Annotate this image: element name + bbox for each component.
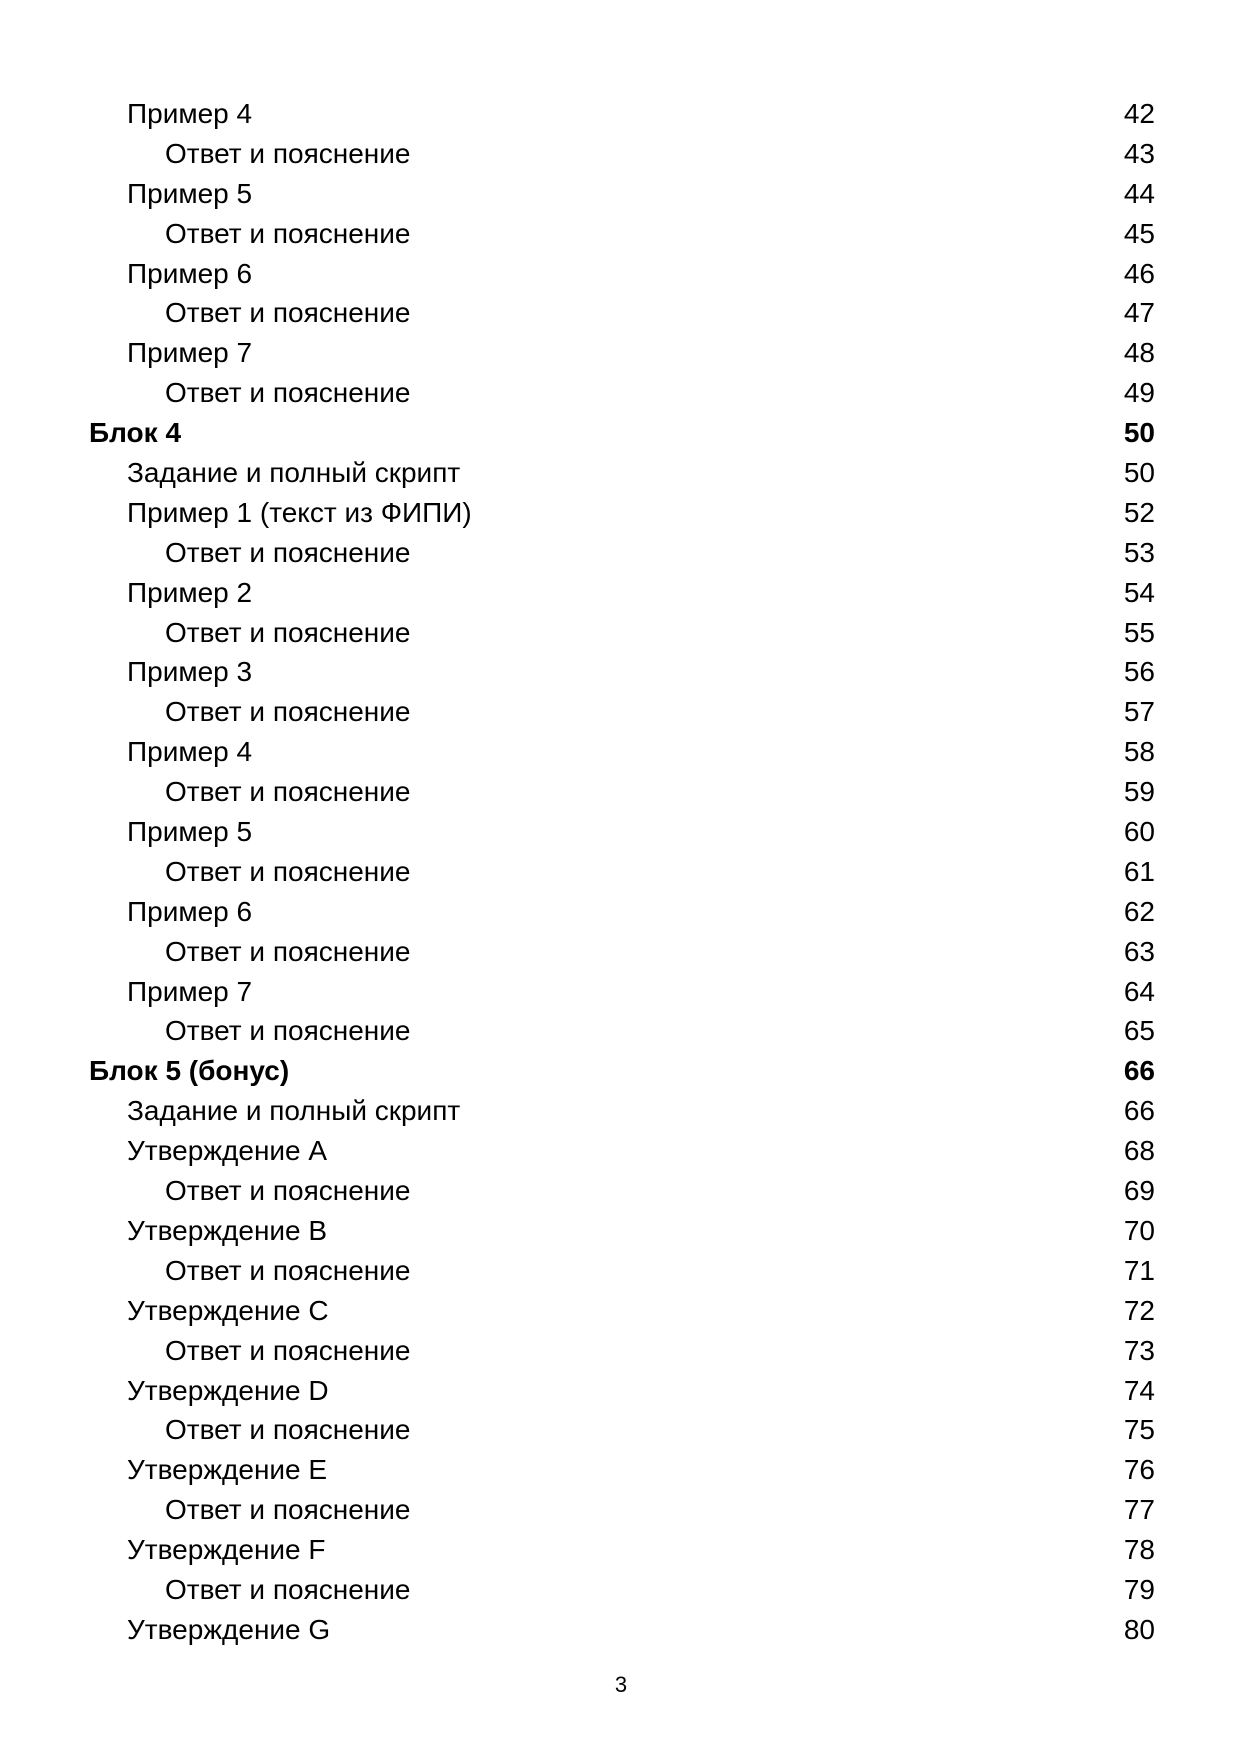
toc-entry[interactable] — [0, 732, 1242, 772]
toc-entry[interactable] — [0, 1610, 1242, 1650]
toc-subentry[interactable] — [0, 613, 1242, 653]
toc-entry-page-number: 71 — [1123, 1254, 1155, 1286]
toc-entry-title: Пример 1 (текст из ФИПИ) — [127, 496, 472, 528]
toc-entry[interactable] — [0, 812, 1242, 852]
toc-subentry[interactable] — [0, 293, 1242, 333]
toc-entry-page-number: 72 — [1123, 1294, 1155, 1326]
toc-entry[interactable] — [0, 972, 1242, 1012]
toc-entry-page-number: 68 — [1123, 1135, 1155, 1167]
toc-entry-page-number: 66 — [1123, 1055, 1155, 1087]
toc-entry-page-number: 47 — [1123, 297, 1155, 329]
toc-entry-page-number: 50 — [1123, 417, 1155, 449]
toc-entry-page-number: 64 — [1123, 975, 1155, 1007]
toc-entry-title: Блок 4 — [89, 417, 182, 449]
toc-entry-page-number: 42 — [1123, 98, 1155, 129]
toc-entry-page-number: 79 — [1123, 1573, 1155, 1605]
toc-entry-title: Пример 4 — [127, 736, 253, 768]
toc-entry[interactable] — [0, 94, 1242, 134]
toc-subentry[interactable] — [0, 692, 1242, 732]
toc-entry-page-number: 70 — [1123, 1214, 1155, 1246]
toc-entry-page-number: 56 — [1123, 656, 1155, 688]
toc-entry-title: Ответ и пояснение — [165, 297, 411, 329]
toc-entry[interactable] — [0, 254, 1242, 294]
toc-entry-title: Пример 2 — [127, 576, 253, 608]
toc-entry[interactable] — [0, 573, 1242, 613]
toc-subentry[interactable] — [0, 932, 1242, 972]
toc-entry-page-number: 73 — [1123, 1334, 1155, 1366]
toc-subentry[interactable] — [0, 214, 1242, 254]
toc-entry-title: Пример 7 — [127, 975, 253, 1007]
toc-entry[interactable] — [0, 493, 1242, 533]
toc-entry[interactable] — [0, 1371, 1242, 1411]
toc-entry-page-number: 50 — [1123, 457, 1155, 489]
toc-subentry[interactable] — [0, 1251, 1242, 1291]
toc-entry[interactable] — [0, 1211, 1242, 1251]
toc-entry-title: Ответ и пояснение — [165, 1175, 411, 1207]
toc-entry-title: Блок 5 (бонус) — [89, 1055, 290, 1087]
toc-entry-page-number: 58 — [1123, 736, 1155, 768]
toc-entry-page-number: 65 — [1123, 1015, 1155, 1047]
toc-entry[interactable] — [0, 453, 1242, 493]
toc-entry[interactable] — [0, 892, 1242, 932]
toc-entry-title: Ответ и пояснение — [165, 855, 411, 887]
toc-entry-title: Ответ и пояснение — [165, 616, 411, 648]
toc-entry[interactable] — [0, 652, 1242, 692]
toc-entry-page-number: 55 — [1123, 616, 1155, 648]
toc-entry[interactable] — [0, 1091, 1242, 1131]
toc-entry-page-number: 63 — [1123, 935, 1155, 967]
toc-entry-page-number: 61 — [1123, 855, 1155, 887]
toc-entry-title: Ответ и пояснение — [165, 935, 411, 967]
toc-entry-title: Пример 6 — [127, 257, 253, 289]
toc-subentry[interactable] — [0, 1011, 1242, 1051]
toc-entry[interactable] — [0, 333, 1242, 373]
toc-subentry[interactable] — [0, 1570, 1242, 1610]
toc-subentry[interactable] — [0, 1490, 1242, 1530]
toc-entry-title: Пример 5 — [127, 177, 253, 209]
toc-entry-title: Ответ и пояснение — [165, 696, 411, 728]
toc-subentry[interactable] — [0, 1331, 1242, 1371]
toc-entry-title: Пример 6 — [127, 895, 253, 927]
toc-entry-title: Утверждение F — [127, 1534, 326, 1566]
toc-entry-page-number: 77 — [1123, 1494, 1155, 1526]
toc-entry-page-number: 78 — [1123, 1534, 1155, 1566]
toc-entry-page-number: 53 — [1123, 536, 1155, 568]
toc-subentry[interactable] — [0, 1171, 1242, 1211]
toc-entry-title: Ответ и пояснение — [165, 1573, 411, 1605]
toc-entry-title: Пример 4 — [127, 98, 253, 129]
toc-entry-page-number: 75 — [1123, 1414, 1155, 1446]
toc-entry-title: Ответ и пояснение — [165, 536, 411, 568]
toc-entry-title: Утверждение D — [127, 1374, 329, 1406]
toc-entry-title: Ответ и пояснение — [165, 776, 411, 808]
toc-entry-title: Ответ и пояснение — [165, 1494, 411, 1526]
toc-entry[interactable] — [0, 1131, 1242, 1171]
toc-entry-page-number: 69 — [1123, 1175, 1155, 1207]
toc-entry-page-number: 46 — [1123, 257, 1155, 289]
toc-subentry[interactable] — [0, 852, 1242, 892]
toc-entry-title: Задание и полный скрипт — [127, 1095, 461, 1127]
toc-entry-page-number: 66 — [1123, 1095, 1155, 1127]
toc-subentry[interactable] — [0, 1410, 1242, 1450]
toc-entry-page-number: 45 — [1123, 217, 1155, 249]
toc-subentry[interactable] — [0, 373, 1242, 413]
toc-entry-page-number: 44 — [1123, 177, 1155, 209]
toc-entry-title: Пример 5 — [127, 816, 253, 848]
toc-entry-title: Утверждение B — [127, 1214, 328, 1246]
toc-entry-title: Ответ и пояснение — [165, 137, 411, 169]
toc-entry-title: Ответ и пояснение — [165, 377, 411, 409]
toc-entry-page-number: 74 — [1123, 1374, 1155, 1406]
toc-entry-title: Ответ и пояснение — [165, 1334, 411, 1366]
page-number: 3 — [614, 1672, 628, 1697]
toc-subentry[interactable] — [0, 533, 1242, 573]
toc-entry[interactable] — [0, 174, 1242, 214]
toc-entry-page-number: 49 — [1123, 377, 1155, 409]
toc-subentry[interactable] — [0, 772, 1242, 812]
toc-entry-title: Утверждение A — [127, 1135, 328, 1167]
toc-entry-title: Ответ и пояснение — [165, 217, 411, 249]
toc-entry-title: Утверждение G — [127, 1613, 331, 1645]
toc-entry-title: Утверждение E — [127, 1454, 328, 1486]
toc-entry-title: Ответ и пояснение — [165, 1414, 411, 1446]
toc-entry-title: Пример 7 — [127, 337, 253, 369]
toc-entry-page-number: 80 — [1123, 1613, 1155, 1645]
toc-entry-page-number: 59 — [1123, 776, 1155, 808]
toc-entry-title: Задание и полный скрипт — [127, 457, 461, 489]
toc-entry-title: Ответ и пояснение — [165, 1015, 411, 1047]
toc-section-heading[interactable] — [0, 413, 1242, 453]
toc-entry-title: Ответ и пояснение — [165, 1254, 411, 1286]
table-of-contents — [0, 94, 1242, 1650]
toc-entry-page-number: 48 — [1123, 337, 1155, 369]
toc-entry-page-number: 76 — [1123, 1454, 1155, 1486]
toc-entry-page-number: 57 — [1123, 696, 1155, 728]
toc-entry-page-number: 43 — [1123, 137, 1155, 169]
toc-entry[interactable] — [0, 1450, 1242, 1490]
toc-entry-title: Пример 3 — [127, 656, 253, 688]
toc-entry-page-number: 62 — [1123, 895, 1155, 927]
toc-entry-title: Утверждение C — [127, 1294, 329, 1326]
toc-entry-page-number: 60 — [1123, 816, 1155, 848]
toc-entry[interactable] — [0, 1291, 1242, 1331]
toc-entry-page-number: 54 — [1123, 576, 1155, 608]
toc-subentry[interactable] — [0, 134, 1242, 174]
toc-entry-page-number: 52 — [1123, 496, 1155, 528]
toc-section-heading[interactable] — [0, 1051, 1242, 1091]
toc-entry[interactable] — [0, 1530, 1242, 1570]
